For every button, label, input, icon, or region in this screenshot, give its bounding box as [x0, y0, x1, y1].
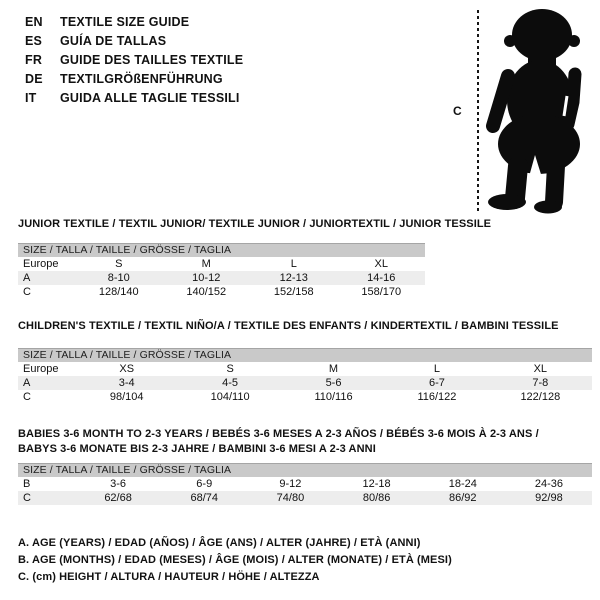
table-cell: 104/110: [210, 391, 250, 403]
row-label: A: [23, 272, 31, 284]
table-cell: 7-8: [532, 377, 549, 389]
language-row: [25, 32, 243, 51]
language-code: IT: [25, 91, 37, 105]
table-cell: 5-6: [325, 377, 342, 389]
table-cell: 6-9: [196, 478, 213, 490]
table-cell: 110/116: [314, 391, 353, 403]
row-label: Europe: [23, 363, 59, 375]
language-row: [25, 89, 243, 108]
table-cell: 86/92: [449, 492, 477, 504]
table-cell: 14-16: [367, 272, 396, 284]
row-label: C: [23, 286, 31, 298]
language-row: [25, 13, 243, 32]
legend-line: A. AGE (YEARS) / EDAD (AÑOS) / ÂGE (ANS) / ALTER (JAHRE) / ETÀ (ANNI): [18, 537, 421, 549]
language-code: ES: [25, 34, 43, 48]
table-cell: L: [290, 258, 297, 270]
table-row: [18, 362, 592, 376]
table-title-line: CHILDREN'S TEXTILE / TEXTIL NIÑO/A / TEXTILE DES ENFANTS / KINDERTEXTIL / BAMBINI TESSILE: [18, 320, 559, 332]
language-row: [25, 51, 243, 70]
table-row: [18, 390, 592, 404]
table-cell: 62/68: [104, 492, 132, 504]
table-cell: 158/170: [361, 286, 402, 298]
table-header-bar: SIZE / TALLA / TAILLE / GRÖSSE / TAGLIA: [18, 463, 592, 477]
table-row: [18, 376, 592, 390]
table-cell: S: [115, 258, 123, 270]
row-label: C: [23, 492, 31, 504]
junior-textile-table: [18, 217, 492, 299]
table-cell: 92/98: [535, 492, 563, 504]
table-cell: XL: [533, 363, 548, 375]
table-cell: 24-36: [534, 478, 564, 490]
row-label: Europe: [23, 258, 59, 270]
language-label: GUIDA ALLE TAGLIE TESSILI: [60, 91, 240, 105]
table-row: [18, 271, 425, 285]
row-label: A: [23, 377, 31, 389]
height-measure-line: [477, 10, 479, 212]
language-label: GUÍA DE TALLAS: [60, 34, 167, 48]
language-list: [25, 13, 243, 108]
table-cell: XL: [374, 258, 388, 270]
table-cell: 152/158: [273, 286, 314, 298]
table-cell: 10-12: [192, 272, 221, 284]
table-row: [18, 257, 425, 271]
table-row: [18, 491, 592, 505]
table-cell: XS: [119, 363, 135, 375]
table-header-bar: SIZE / TALLA / TAILLE / GRÖSSE / TAGLIA: [18, 243, 425, 257]
legend-line: B. AGE (MONTHS) / EDAD (MESES) / ÂGE (MOIS) / ALTER (MONATE) / ETÀ (MESI): [18, 554, 452, 566]
table-cell: 6-7: [428, 377, 445, 389]
table-cell: 122/128: [520, 391, 561, 403]
table-title: [18, 427, 592, 457]
legend: [18, 535, 452, 586]
table-cell: 68/74: [190, 492, 219, 504]
childrens-textile-table: [18, 319, 592, 404]
table-title-line: BABYS 3-6 MONATE BIS 2-3 JAHRE / BAMBINI 3-6 MESI A 2-3 ANNI: [18, 443, 376, 455]
language-label: GUIDE DES TAILLES TEXTILE: [60, 53, 244, 67]
table-header-bar: SIZE / TALLA / TAILLE / GRÖSSE / TAGLIA: [18, 348, 592, 362]
height-measure-label: C: [453, 104, 462, 118]
table-title-line: BABIES 3-6 MONTH TO 2-3 YEARS / BEBÉS 3-6 MESES A 2-3 AÑOS / BÉBÉS 3-6 MOIS À 2-3 ANS /: [18, 428, 539, 440]
table-row: [18, 285, 425, 299]
table-title: [18, 319, 592, 334]
language-code: FR: [25, 53, 43, 67]
table-cell: 4-5: [222, 377, 239, 389]
table-cell: 80/86: [362, 492, 391, 504]
language-label: TEXTILE SIZE GUIDE: [60, 15, 190, 29]
table-cell: 98/104: [109, 391, 144, 403]
table-cell: M: [328, 363, 339, 375]
table-cell: M: [201, 258, 211, 270]
table-cell: 3-4: [118, 377, 135, 389]
babies-textile-table: [18, 427, 592, 505]
language-row: [25, 70, 243, 89]
table-cell: 12-13: [279, 272, 308, 284]
table-cell: L: [433, 363, 440, 375]
row-label: B: [23, 478, 31, 490]
table-cell: 18-24: [448, 478, 477, 490]
language-code: DE: [25, 72, 43, 86]
table-cell: 12-18: [362, 478, 391, 490]
table-cell: 8-10: [107, 272, 130, 284]
legend-line: C. (cm) HEIGHT / ALTURA / HAUTEUR / HÖHE / ALTEZZA: [18, 571, 320, 583]
table-title: [18, 217, 492, 232]
table-row: [18, 477, 592, 491]
table-cell: 9-12: [279, 478, 302, 490]
table-cell: 140/152: [186, 286, 227, 298]
table-cell: S: [226, 363, 234, 375]
baby-silhouette-icon: [483, 8, 595, 216]
row-label: C: [23, 391, 31, 403]
table-title-line: JUNIOR TEXTILE / TEXTIL JUNIOR/ TEXTILE JUNIOR / JUNIORTEXTIL / JUNIOR TESSILE: [18, 218, 492, 230]
table-cell: 3-6: [110, 478, 127, 490]
table-cell: 128/140: [98, 286, 139, 298]
language-label: TEXTILGRÖßENFÜHRUNG: [60, 72, 223, 86]
language-code: EN: [25, 15, 43, 29]
table-cell: 116/122: [417, 391, 457, 403]
table-cell: 74/80: [276, 492, 305, 504]
